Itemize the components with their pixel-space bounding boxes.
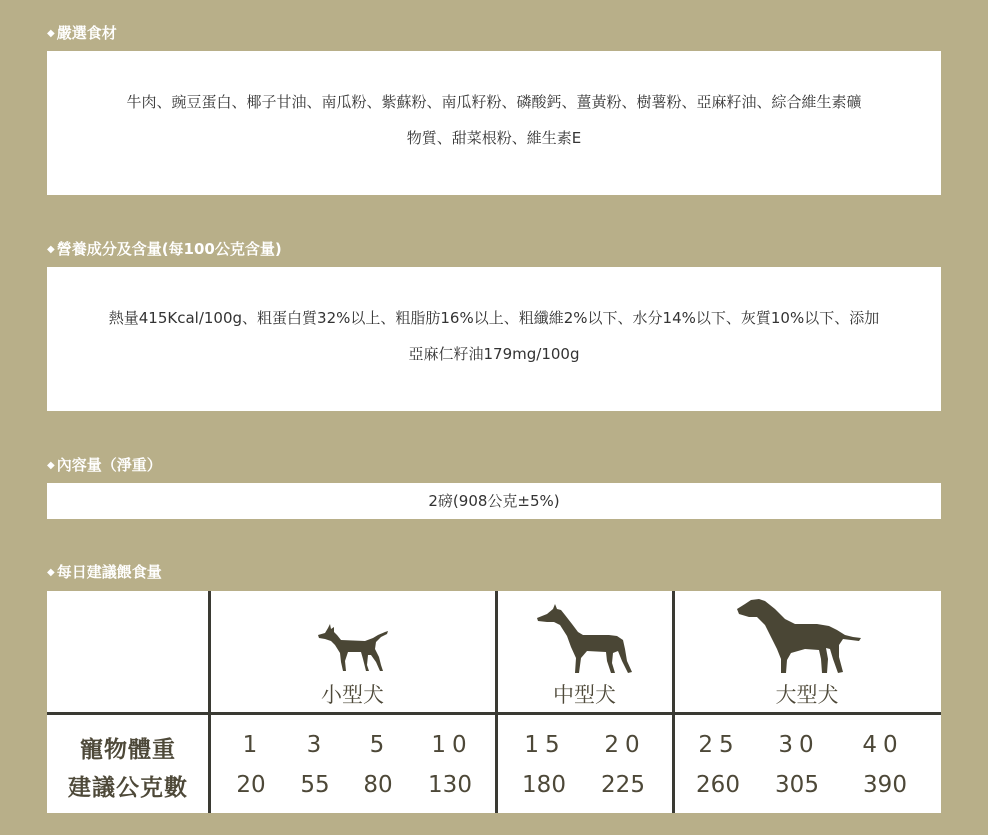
weight-value: 25: [698, 732, 740, 758]
nutrition-line-1: 熱量415Kcal/100g、粗蛋白質32%以上、粗脂肪16%以上、粗纖維2%以下、水分14%以下、灰質10%以下、添加: [108, 309, 880, 327]
ingredients-line-1: 牛肉、豌豆蛋白、椰子甘油、南瓜粉、紫蘇粉、南瓜籽粉、磷酸鈣、薑黃粉、樹薯粉、亞麻籽油、綜合維生素礦: [126, 93, 862, 111]
ingredients-line-2: 物質、甜菜根粉、維生素E: [406, 129, 582, 147]
row-label-grams: 建議公克數: [68, 775, 188, 801]
table-header-divider: [47, 712, 941, 715]
weight-value: 30: [778, 732, 820, 758]
content-value: 2磅(908公克±5%): [428, 492, 560, 510]
row-label-weight: 寵物體重: [80, 737, 176, 763]
bullet-icon: ◆: [47, 567, 55, 578]
grams-value: 130: [428, 772, 472, 798]
feeding-heading: ◆ 每日建議餵食量: [47, 563, 162, 581]
weight-value: 10: [431, 732, 473, 758]
bullet-icon: ◆: [47, 244, 55, 255]
nutrition-box: [47, 267, 941, 411]
grams-value: 225: [601, 772, 645, 798]
weight-value: 40: [862, 732, 904, 758]
weight-value: 15: [524, 732, 566, 758]
grams-value: 55: [300, 772, 330, 798]
ingredients-heading: ◆ 嚴選食材: [47, 24, 117, 42]
medium-dog-icon: [535, 603, 637, 675]
nutrition-heading: ◆ 營養成分及含量(每100公克含量): [47, 240, 282, 258]
grams-value: 390: [863, 772, 907, 798]
bullet-icon: ◆: [47, 460, 55, 471]
weight-value: 5: [369, 732, 391, 758]
bullet-icon: ◆: [47, 28, 55, 39]
feeding-table: [47, 591, 941, 813]
grams-value: 20: [236, 772, 266, 798]
grams-value: 80: [363, 772, 393, 798]
size-label-medium: 中型犬: [553, 683, 616, 707]
small-dog-icon: [315, 621, 393, 673]
size-label-small: 小型犬: [321, 683, 384, 707]
nutrition-line-2: 亞麻仁籽油179mg/100g: [408, 345, 580, 363]
weight-value: 20: [604, 732, 646, 758]
content-box: [47, 483, 941, 519]
size-label-large: 大型犬: [775, 683, 839, 707]
content-heading: ◆ 內容量（淨重）: [47, 456, 162, 474]
ingredients-box: [47, 51, 941, 195]
grams-value: 305: [775, 772, 819, 798]
grams-value: 180: [522, 772, 566, 798]
grams-value: 260: [696, 772, 740, 798]
weight-value: 3: [306, 732, 328, 758]
weight-value: 1: [242, 732, 264, 758]
large-dog-icon: [735, 597, 865, 675]
